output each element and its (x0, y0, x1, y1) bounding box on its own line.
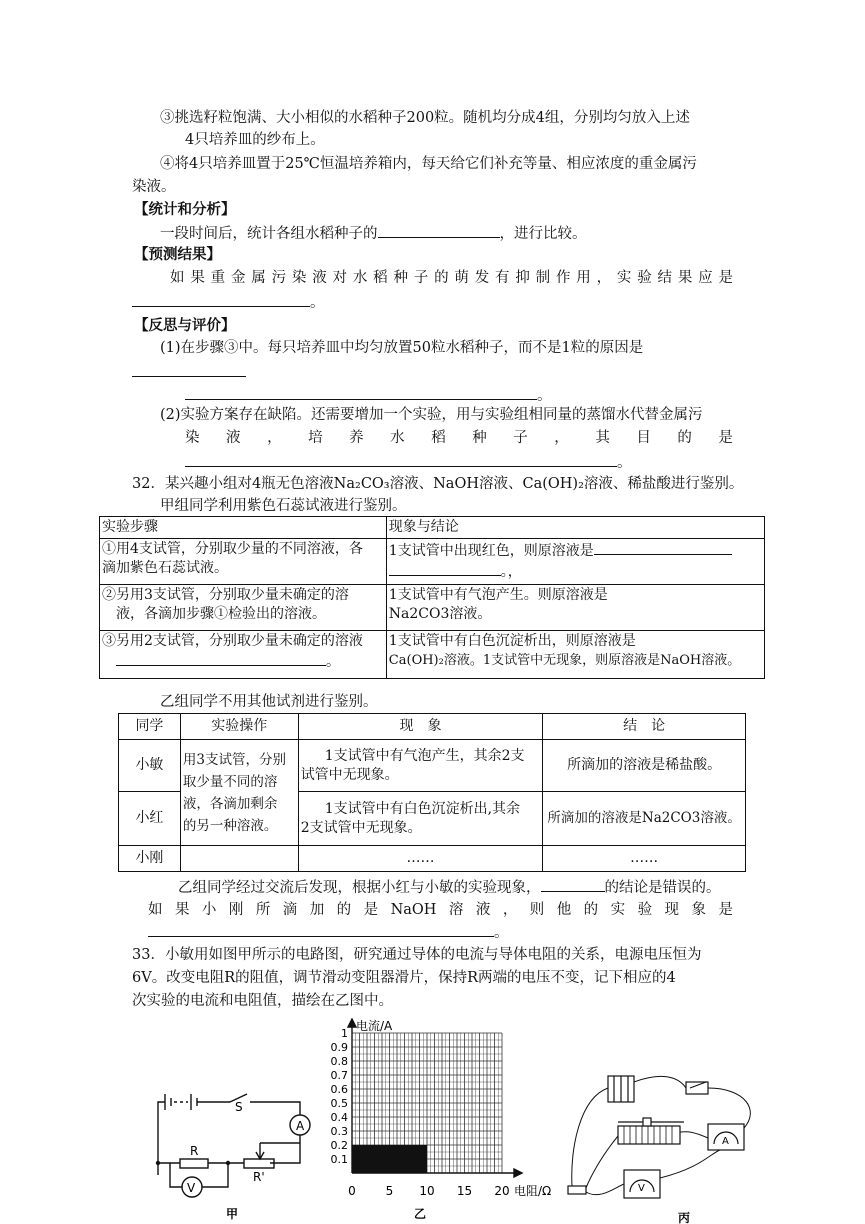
x-tick-label: 5 (385, 1184, 394, 1198)
question-33-line2: 6V。改变电阻R的阻值，调节滑动变阻器滑片，保持R两端的电压不变，记下相应的4 (132, 970, 676, 986)
answer-blank[interactable] (389, 561, 501, 576)
table-header-row (119, 714, 746, 740)
x-axis-label: 电阻/Ω (514, 1184, 552, 1198)
step-cell: ①用4支试管，分别取少量的不同溶液，各 滴加紫色石蕊试液。 (100, 539, 387, 585)
char: 小 (201, 902, 217, 918)
char: 结 (657, 270, 672, 286)
chart-shaded-region (352, 1145, 427, 1173)
question-32: 32．某兴趣小组对4瓶无色溶液Na₂CO₃溶液、NaOH溶液、Ca(OH)₂溶液、稀盐酸进行鉴别。 (132, 476, 744, 492)
char: 抑 (515, 270, 530, 286)
char: 如 (170, 270, 185, 286)
char: ， (502, 902, 518, 918)
char: 溶 (448, 902, 464, 918)
resistor-label: R (190, 1144, 199, 1158)
char: 的 (336, 902, 352, 918)
answer-blank[interactable] (185, 452, 617, 467)
char: 子 (513, 430, 528, 446)
table-group-yi (118, 713, 746, 872)
char: 染 (185, 430, 200, 446)
char: 水 (390, 430, 405, 446)
group-jia-intro: 甲组同学利用紫色石蕊试液进行鉴别。 (160, 498, 407, 514)
reflection-1: (1)在步骤③中。每只培养皿中均匀放置50粒水稻种子，而不是1粒的原因是 (160, 340, 644, 356)
heading-reflection: 【反思与评价】 (134, 317, 236, 334)
char: 作 (555, 270, 571, 286)
char: 的 (677, 430, 692, 446)
resistor-device (568, 1186, 586, 1194)
char: ， (554, 430, 569, 446)
char: 是 (718, 902, 733, 918)
char: 液 (312, 270, 327, 286)
char: 重 (210, 270, 226, 286)
char: 稻 (373, 270, 388, 286)
header-phenomena: 现象与结论 (386, 517, 764, 539)
y-tick-label: 0.2 (330, 1139, 348, 1152)
group-yi-intro: 乙组同学不用其他试剂进行鉴别。 (160, 694, 378, 710)
char: 发 (474, 270, 490, 286)
step3-line1: ③挑选籽粒饱满、大小相似的水稻种子200粒。随机均分成4组，分别均匀放入上述 (160, 110, 690, 126)
char: 的 (583, 902, 599, 918)
char: 子 (413, 270, 429, 286)
char: 污 (271, 270, 287, 286)
svg-text:V: V (638, 1183, 645, 1194)
char: 其 (595, 430, 610, 446)
char: 对 (332, 270, 347, 286)
char: 果 (677, 270, 693, 286)
y-axis-label: 电流/A (356, 1019, 393, 1033)
statistics-line (160, 223, 587, 244)
student-name: 小红 (119, 792, 181, 846)
reflection-1-blank (132, 362, 246, 383)
x-tick-label: 15 (456, 1184, 473, 1198)
figure-label-bing: 丙 (678, 1211, 691, 1224)
x-tick-label: 10 (419, 1184, 435, 1198)
heading-prediction: 【预测结果】 (134, 246, 221, 263)
char: 染 (291, 270, 307, 286)
table-row (100, 631, 765, 679)
reflection-2: (2)实验方案存在缺陷。还需要增加一个实验，用与实验组相同量的蒸馏水代替金属污 (160, 407, 703, 423)
xiaogang-line (148, 900, 733, 920)
char: 目 (636, 430, 651, 446)
sliding-rheostat (618, 1126, 680, 1144)
phenomenon-cell: 1支试管中有气泡产生，其余2支 试管中无现象。 (298, 740, 543, 792)
table-row (119, 846, 746, 872)
heading-statistics: 【统计和分析】 (134, 201, 236, 218)
char: 滴 (282, 902, 298, 918)
group-yi-discussion: 乙组同学经过交流后发现，根据小红与小敏的实验现象， 的结论是错误的。 (178, 877, 721, 898)
char: 养 (349, 430, 364, 446)
conclusion-cell: 所滴加的溶液是稀盐酸。 (543, 740, 746, 792)
char: NaOH (390, 902, 437, 918)
char: 则 (529, 902, 545, 918)
reflection-2-blank (185, 452, 632, 473)
period: 。 (494, 925, 509, 941)
prediction-line (170, 268, 733, 288)
reflection-2-line2 (185, 428, 733, 448)
result-cell: 1支试管中出现红色，则原溶液是 。， (386, 539, 764, 585)
rheostat-label: R' (253, 1170, 265, 1184)
char: 有 (495, 270, 510, 286)
answer-blank[interactable] (378, 223, 500, 238)
char: 是 (363, 902, 379, 918)
table-row (100, 539, 765, 585)
header-phenomenon: 现 象 (298, 714, 543, 740)
circuit-diagram-jia (150, 1075, 330, 1224)
char: 萌 (454, 270, 469, 286)
xiaogang-blank (148, 922, 509, 943)
figure-label-jia: 甲 (226, 1207, 239, 1221)
char: 液 (475, 902, 491, 918)
y-tick-label: 0.9 (330, 1041, 348, 1054)
char: 液 (226, 430, 241, 446)
table-row (119, 740, 746, 792)
char: 如 (148, 902, 163, 918)
char: 种 (472, 430, 487, 446)
conclusion-cell: …… (543, 846, 746, 872)
header-student: 同学 (119, 714, 181, 740)
answer-blank[interactable] (185, 385, 537, 400)
y-tick-label: 0.7 (330, 1069, 348, 1082)
answer-blank[interactable] (594, 540, 732, 555)
header-operation: 实验操作 (180, 714, 298, 740)
student-name: 小敏 (119, 740, 181, 792)
char: 实 (610, 902, 626, 918)
step-cell: ②另用3支试管，分别取少量未确定的溶 液，各滴加步骤①检验出的溶液。 (100, 585, 387, 631)
answer-blank[interactable] (132, 362, 246, 377)
period: 。 (537, 388, 552, 404)
step4-line2: 染液。 (132, 179, 176, 195)
char: 用 (576, 270, 591, 286)
statistics-text-a: 一段时间后，统计各组水稻种子的 (160, 226, 378, 242)
char: 培 (308, 430, 323, 446)
char: 制 (535, 270, 551, 286)
char: 果 (174, 902, 190, 918)
header-steps: 实验步骤 (100, 517, 387, 539)
ammeter-label: A (296, 1119, 305, 1133)
step3-line2: 4只培养皿的纱布上。 (185, 132, 325, 148)
y-tick-label: 0.8 (330, 1055, 348, 1068)
question-33-line1: 33．小敏用如图甲所示的电路图，研究通过导体的电流与导体电阻的关系，电源电压恒为 (132, 947, 702, 963)
x-tick-label: 20 (494, 1184, 510, 1198)
char: 验 (637, 902, 653, 918)
char: 是 (718, 430, 733, 446)
char: 加 (309, 902, 325, 918)
reflection-1-blank2 (185, 385, 552, 406)
y-tick-label: 0.5 (330, 1097, 348, 1110)
char: 水 (352, 270, 368, 286)
answer-blank[interactable] (132, 292, 310, 307)
figure-label-yi: 乙 (414, 1207, 427, 1221)
table-group-jia (99, 516, 765, 679)
conclusion-cell: 所滴加的溶液是Na2CO3溶液。 (543, 792, 746, 846)
chart-yi (322, 1018, 552, 1224)
answer-blank[interactable] (116, 651, 326, 666)
header-conclusion: 结 论 (543, 714, 746, 740)
char: 金 (230, 270, 246, 286)
operation-cell (180, 846, 298, 872)
phenomenon-cell: 1支试管中有白色沉淀析出,其余 2支试管中无现象。 (298, 792, 543, 846)
answer-blank[interactable] (541, 877, 605, 892)
y-tick-label: 0.6 (330, 1083, 348, 1096)
char: 应 (698, 270, 713, 286)
switch-label: S (235, 1100, 243, 1114)
result-cell: 1支试管中有白色沉淀析出，则原溶液是 Ca(OH)₂溶液。1支试管中无现象，则原溶液是NaOH溶液。 (386, 631, 764, 679)
period: 。 (617, 455, 632, 471)
table-row (100, 585, 765, 631)
char: 他 (556, 902, 572, 918)
char: 的 (434, 270, 449, 286)
operation-cell: 用3支试管，分别 取少量不同的溶 液，各滴加剩余 的另一种溶液。 (180, 740, 298, 846)
svg-text:A: A (722, 1136, 729, 1147)
char: 果 (190, 270, 205, 286)
y-tick-label: 0.1 (330, 1153, 348, 1166)
char: 现 (664, 902, 680, 918)
char: 稻 (431, 430, 446, 446)
char: 所 (255, 902, 271, 918)
result-cell: 1支试管中有气泡产生。则原溶液是 Na2CO3溶液。 (386, 585, 764, 631)
char: 是 (718, 270, 733, 286)
char: ， (596, 270, 612, 286)
char: 实 (616, 270, 632, 286)
switch-device (686, 1082, 708, 1094)
char: 象 (691, 902, 706, 918)
step4-line1: ④将4只培养皿置于25℃恒温培养箱内，每天给它们补充等量、相应浓度的重金属污 (160, 156, 697, 172)
phenomenon-cell: …… (298, 846, 543, 872)
step-cell: ③另用2支试管，分别取少量未确定的溶液 。 (100, 631, 387, 679)
prediction-blank-line (132, 292, 325, 313)
table-header-row (100, 517, 765, 539)
char: 属 (251, 270, 266, 286)
char: 刚 (228, 902, 244, 918)
answer-blank[interactable] (148, 922, 494, 937)
period: 。 (310, 295, 325, 311)
char: 验 (637, 270, 652, 286)
x-tick-label: 0 (348, 1184, 356, 1198)
y-tick-label: 1 (341, 1027, 348, 1040)
y-tick-label: 0.4 (330, 1111, 348, 1124)
apparatus-figure-bing (560, 1058, 765, 1224)
char: ， (267, 430, 282, 446)
statistics-text-b: ，进行比较。 (499, 226, 587, 242)
y-tick-label: 0.3 (330, 1125, 348, 1138)
char: 种 (393, 270, 408, 286)
question-33-line3: 次实验的电流和电阻值，描绘在乙图中。 (132, 993, 393, 1009)
student-name: 小刚 (119, 846, 181, 872)
voltmeter-label: V (187, 1181, 196, 1195)
